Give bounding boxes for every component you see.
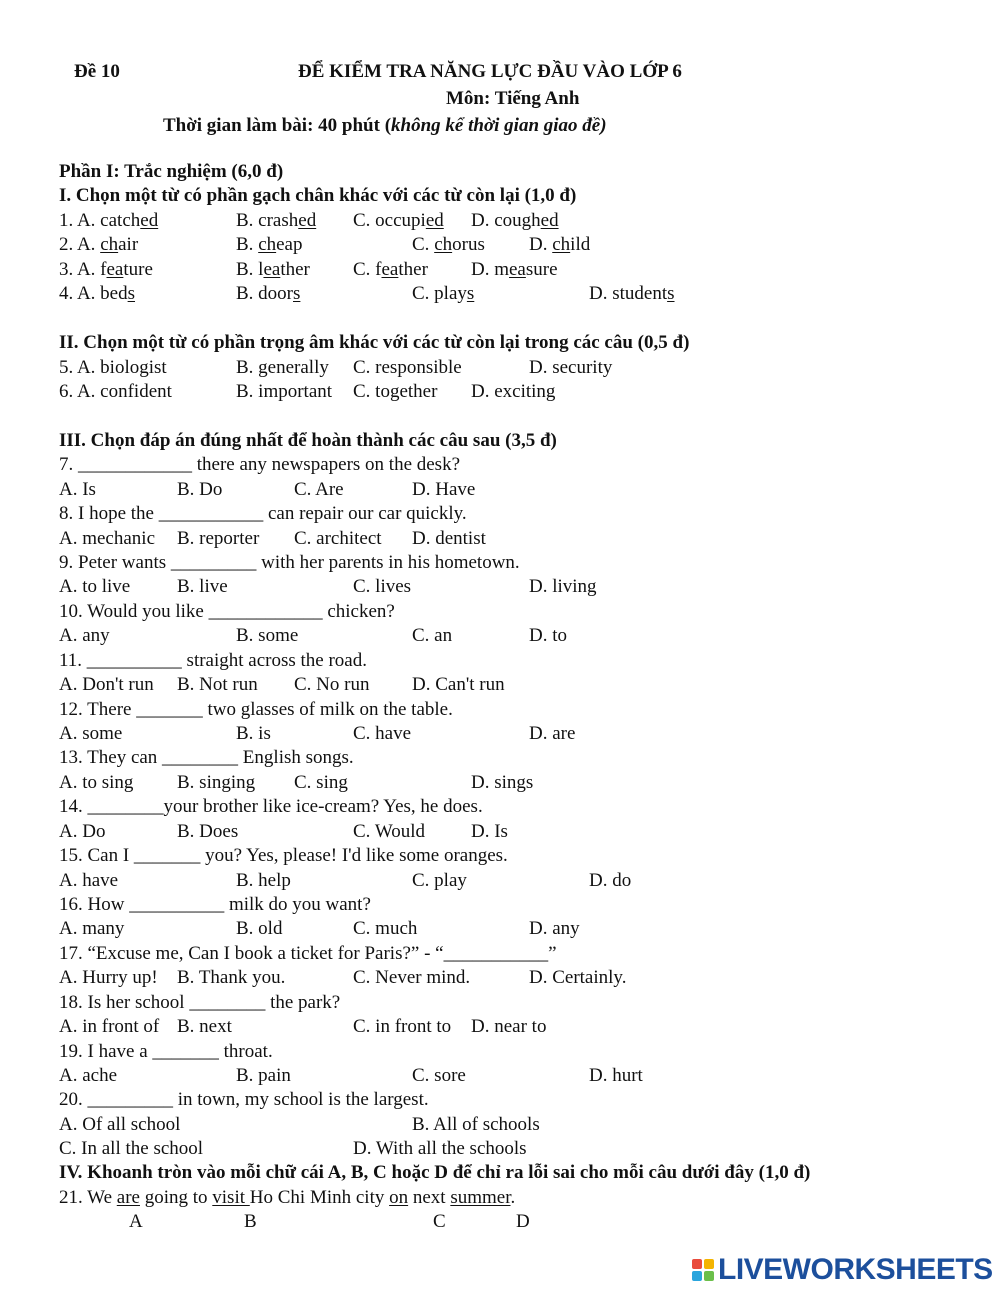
question-18-stem: 18. Is her school ________ the park?	[59, 992, 341, 1013]
section1-title: I. Chọn một từ có phần gạch chân khác với các từ còn lại (1,0 đ)	[59, 185, 577, 206]
question-6	[0, 380, 1000, 404]
question-17-options	[0, 966, 1000, 990]
question-21-sentence: 21. We are going to visit Ho Chi Minh city on next summer.	[59, 1187, 516, 1208]
q17-option-b[interactable]: B. Thank you.	[177, 967, 286, 988]
q20-option-d[interactable]: D. With all the schools	[353, 1138, 527, 1159]
question-16-options	[0, 917, 1000, 941]
q16-option-d[interactable]: D. any	[529, 918, 580, 939]
q11-option-c[interactable]: C. No run	[294, 674, 370, 695]
question-13-options	[0, 771, 1000, 795]
q14-option-a[interactable]: A. Do	[59, 821, 106, 842]
question-20-options-2	[0, 1137, 1000, 1161]
q6-option-d[interactable]: D. exciting	[471, 381, 556, 402]
question-9-options	[0, 575, 1000, 599]
logo-tile-1	[692, 1259, 702, 1269]
q21-letter-c[interactable]: C	[433, 1211, 446, 1232]
q9-option-d[interactable]: D. living	[529, 576, 597, 597]
q15-option-b[interactable]: B. help	[236, 870, 291, 891]
question-14-stem: 14. ________your brother like ice-cream? Yes, he does.	[59, 796, 483, 817]
section3-title: III. Chọn đáp án đúng nhất để hoàn thành các câu sau (3,5 đ)	[59, 430, 557, 451]
q4-option-c[interactable]: C. plays	[412, 283, 475, 304]
q12-option-b[interactable]: B. is	[236, 723, 271, 744]
q17-option-d[interactable]: D. Certainly.	[529, 967, 627, 988]
exam-time: Thời gian làm bài: 40 phút (không kể thời gian giao đề)	[163, 115, 607, 136]
q1-option-a[interactable]: 1. A. catched	[59, 210, 159, 231]
q5-option-a[interactable]: 5. A. biologist	[59, 357, 167, 378]
question-16-stem: 16. How __________ milk do you want?	[59, 894, 371, 915]
q13-option-a[interactable]: A. to sing	[59, 772, 134, 793]
liveworksheets-logo-icon	[692, 1259, 714, 1281]
q15-option-d[interactable]: D. do	[589, 870, 632, 891]
q19-option-c[interactable]: C. sore	[412, 1065, 466, 1086]
q14-option-c[interactable]: C. Would	[353, 821, 426, 842]
q2-option-b[interactable]: B. cheap	[236, 234, 303, 255]
q12-option-c[interactable]: C. have	[353, 723, 412, 744]
q13-option-b[interactable]: B. singing	[177, 772, 256, 793]
q3-option-b[interactable]: B. leather	[236, 259, 310, 280]
question-20-options-1	[0, 1113, 1000, 1137]
q7-option-a[interactable]: A. Is	[59, 479, 96, 500]
q1-option-d[interactable]: D. coughed	[471, 210, 559, 231]
q15-option-c[interactable]: C. play	[412, 870, 467, 891]
q21-part-b[interactable]: visit	[212, 1187, 250, 1208]
question-21-letters	[0, 1210, 1000, 1234]
q20-option-a[interactable]: A. Of all school	[59, 1114, 181, 1135]
q5-option-d[interactable]: D. security	[529, 357, 613, 378]
q8-option-b[interactable]: B. reporter	[177, 528, 260, 549]
q9-option-a[interactable]: A. to live	[59, 576, 131, 597]
question-18-options	[0, 1015, 1000, 1039]
q4-option-d[interactable]: D. students	[589, 283, 675, 304]
logo-tile-3	[692, 1271, 702, 1281]
exam-number: Đề 10	[74, 61, 120, 82]
q8-option-d[interactable]: D. dentist	[412, 528, 486, 549]
q4-option-a[interactable]: 4. A. beds	[59, 283, 136, 304]
q6-option-b[interactable]: B. important	[236, 381, 333, 402]
question-7-options	[0, 478, 1000, 502]
q21-letter-d[interactable]: D	[516, 1211, 530, 1232]
q9-option-b[interactable]: B. live	[177, 576, 228, 597]
question-19-stem: 19. I have a _______ throat.	[59, 1041, 273, 1062]
question-9-stem: 9. Peter wants _________ with her parents in his hometown.	[59, 552, 520, 573]
q13-option-d[interactable]: D. sings	[471, 772, 534, 793]
q5-option-c[interactable]: C. responsible	[353, 357, 462, 378]
q8-option-c[interactable]: C. architect	[294, 528, 382, 549]
question-8-stem: 8. I hope the ___________ can repair our car quickly.	[59, 503, 467, 524]
question-8-options	[0, 527, 1000, 551]
q13-option-c[interactable]: C. sing	[294, 772, 348, 793]
q21-part-d[interactable]: summer	[450, 1187, 511, 1208]
q12-option-a[interactable]: A. some	[59, 723, 123, 744]
q3-option-a[interactable]: 3. A. feature	[59, 259, 153, 280]
question-11-stem: 11. __________ straight across the road.	[59, 650, 367, 671]
question-20-stem: 20. _________ in town, my school is the largest.	[59, 1089, 429, 1110]
q16-option-c[interactable]: C. much	[353, 918, 418, 939]
q3-option-c[interactable]: C. feather	[353, 259, 428, 280]
question-13-stem: 13. They can ________ English songs.	[59, 747, 354, 768]
question-3	[0, 258, 1000, 282]
q2-option-c[interactable]: C. chorus	[412, 234, 485, 255]
q7-option-c[interactable]: C. Are	[294, 479, 344, 500]
question-12-options	[0, 722, 1000, 746]
question-7-stem: 7. ____________ there any newspapers on the desk?	[59, 454, 461, 475]
q17-option-c[interactable]: C. Never mind.	[353, 967, 471, 988]
q20-option-c[interactable]: C. In all the school	[59, 1138, 204, 1159]
q4-option-b[interactable]: B. doors	[236, 283, 301, 304]
logo-tile-2	[704, 1259, 714, 1269]
section2-title: II. Chọn một từ có phần trọng âm khác với các từ còn lại trong các câu (0,5 đ)	[59, 332, 690, 353]
question-12-stem: 12. There _______ two glasses of milk on the table.	[59, 699, 453, 720]
q11-option-d[interactable]: D. Can't run	[412, 674, 505, 695]
question-15-stem: 15. Can I _______ you? Yes, please! I'd like some oranges.	[59, 845, 508, 866]
q9-option-c[interactable]: C. lives	[353, 576, 412, 597]
q17-option-a[interactable]: A. Hurry up!	[59, 967, 158, 988]
q2-option-a[interactable]: 2. A. chair	[59, 234, 139, 255]
q6-option-a[interactable]: 6. A. confident	[59, 381, 172, 402]
q11-option-a[interactable]: A. Don't run	[59, 674, 154, 695]
liveworksheets-logo-text: LIVEWORKSHEETS	[718, 1253, 993, 1286]
q3-option-d[interactable]: D. measure	[471, 259, 558, 280]
q10-option-c[interactable]: C. an	[412, 625, 453, 646]
exam-subject: Môn: Tiếng Anh	[446, 88, 580, 109]
question-14-options	[0, 820, 1000, 844]
question-2	[0, 233, 1000, 257]
q19-option-b[interactable]: B. pain	[236, 1065, 291, 1086]
q21-letter-b[interactable]: B	[244, 1211, 257, 1232]
question-19-options	[0, 1064, 1000, 1088]
q14-option-d[interactable]: D. Is	[471, 821, 508, 842]
question-5	[0, 356, 1000, 380]
q18-option-d[interactable]: D. near to	[471, 1016, 547, 1037]
exam-title: ĐỂ KIỂM TRA NĂNG LỰC ĐẦU VÀO LỚP 6	[298, 61, 682, 82]
q11-option-b[interactable]: B. Not run	[177, 674, 258, 695]
q20-option-b[interactable]: B. All of schools	[412, 1114, 540, 1135]
q21-part-c[interactable]: on	[389, 1187, 409, 1208]
q5-option-b[interactable]: B. generally	[236, 357, 329, 378]
question-10-options	[0, 624, 1000, 648]
q16-option-a[interactable]: A. many	[59, 918, 125, 939]
part1-title: Phần I: Trắc nghiệm (6,0 đ)	[59, 161, 284, 182]
q6-option-c[interactable]: C. together	[353, 381, 438, 402]
question-15-options	[0, 869, 1000, 893]
question-4	[0, 282, 1000, 306]
q19-option-d[interactable]: D. hurt	[589, 1065, 643, 1086]
q18-option-b[interactable]: B. next	[177, 1016, 232, 1037]
liveworksheets-logo[interactable]	[692, 1253, 993, 1287]
q10-option-d[interactable]: D. to	[529, 625, 567, 646]
section4-title: IV. Khoanh tròn vào mỗi chữ cái A, B, C hoặc D để chỉ ra lỗi sai cho mỗi câu dưới đây (1,0 đ)	[59, 1162, 811, 1183]
logo-tile-4	[704, 1271, 714, 1281]
q1-option-c[interactable]: C. occupied	[353, 210, 444, 231]
q7-option-b[interactable]: B. Do	[177, 479, 223, 500]
q10-option-b[interactable]: B. some	[236, 625, 299, 646]
q7-option-d[interactable]: D. Have	[412, 479, 476, 500]
q21-part-a[interactable]: are	[116, 1187, 140, 1208]
q8-option-a[interactable]: A. mechanic	[59, 528, 156, 549]
q1-option-b[interactable]: B. crashed	[236, 210, 317, 231]
q21-letter-a[interactable]: A	[129, 1211, 143, 1232]
question-17-stem: 17. “Excuse me, Can I book a ticket for Paris?” - “___________”	[59, 943, 557, 964]
q15-option-a[interactable]: A. have	[59, 870, 119, 891]
q18-option-a[interactable]: A. in front of	[59, 1016, 160, 1037]
q16-option-b[interactable]: B. old	[236, 918, 283, 939]
q19-option-a[interactable]: A. ache	[59, 1065, 118, 1086]
q12-option-d[interactable]: D. are	[529, 723, 576, 744]
q14-option-b[interactable]: B. Does	[177, 821, 239, 842]
question-10-stem: 10. Would you like ____________ chicken?	[59, 601, 395, 622]
question-11-options	[0, 673, 1000, 697]
q18-option-c[interactable]: C. in front to	[353, 1016, 452, 1037]
q10-option-a[interactable]: A. any	[59, 625, 110, 646]
q2-option-d[interactable]: D. child	[529, 234, 591, 255]
question-1	[0, 209, 1000, 233]
